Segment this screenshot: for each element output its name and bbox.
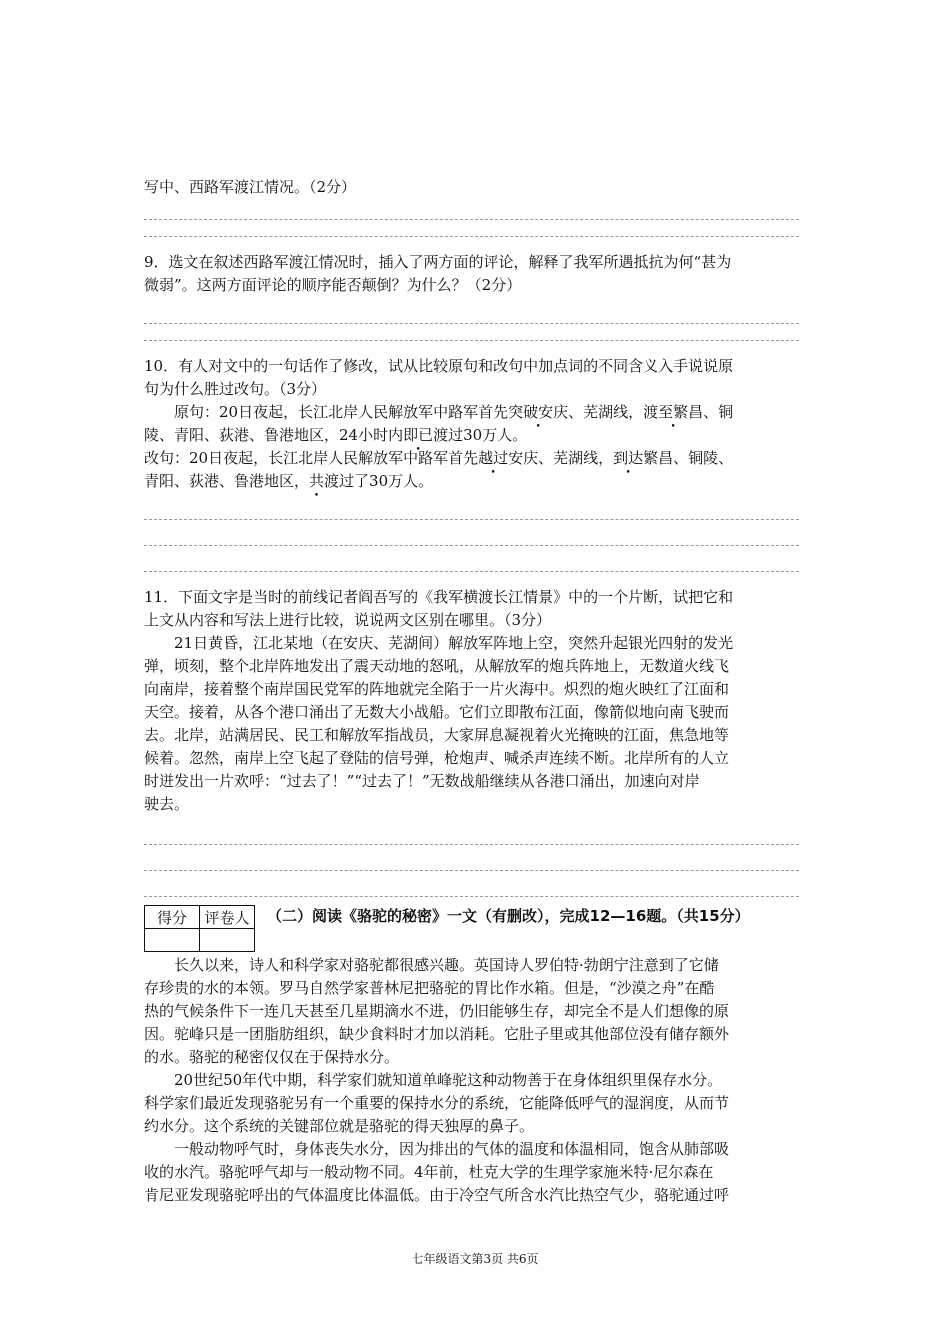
revised-sentence-cont — [144, 470, 799, 493]
q9-line: 9．选文在叙述西路军渡江情况时，插入了两方面的评论，解释了我军所遇抵抗为何“甚为 — [144, 253, 732, 271]
original-sentence-cont — [144, 424, 799, 447]
dotted-word: 共 — [309, 472, 325, 490]
score-label: 得分 — [145, 906, 200, 929]
dotted-word: 越过 — [478, 449, 509, 467]
q10-line: 句为什么胜过改句。（3分） — [144, 380, 327, 398]
text-span: 繁昌、铜 — [673, 403, 734, 421]
text-span: 青阳、荻港、鲁港地区， — [144, 472, 310, 490]
q11-line: 上文从内容和写法上进行比较，说说两文区别在哪里。（3分） — [144, 611, 552, 629]
question-9 — [144, 251, 799, 297]
answer-line[interactable] — [144, 571, 799, 572]
answer-line[interactable] — [144, 870, 799, 871]
passage — [144, 954, 799, 1207]
excerpt-line: 天空。接着，从各个港口涌出了无数大小战船。它们立即散布江面，像箭似地向南飞驶而 — [144, 703, 730, 721]
q10-line: 10．有人对文中的一句话作了修改，试从比较原句和改句中加点词的不同含义入手说说原 — [144, 357, 734, 375]
excerpt-line: 弹，顷刻，整个北岸阵地发出了震天动地的怒吼，从解放军的炮兵阵地上，无数道火线飞 — [144, 657, 730, 675]
q9-line: 微弱”。这两方面评论的顺序能否颠倒？为什么？（2分） — [144, 276, 522, 294]
dotted-word: 突破 — [508, 403, 539, 421]
answer-line[interactable] — [144, 236, 799, 237]
text-span: 渡过30万人。 — [433, 426, 528, 444]
passage-line: 收的水汽。骆驼呼气却与一般动物不同。4年前，杜克大学的生理学家施米特·尼尔森在 — [144, 1163, 714, 1181]
question-10 — [144, 355, 799, 493]
score-box — [144, 905, 255, 952]
passage-line: 20世纪50年代中期，科学家们就知道单峰驼这种动物善于在身体组织里保存水分。 — [174, 1071, 723, 1089]
passage-line: 热的气候条件下一连几天甚至几星期滴水不进，仍旧能够生存，却完全不是人们想像的原 — [144, 1002, 730, 1020]
section-2-title: （二）阅读《骆驼的秘密》一文（有删改），完成12—16题。（共15分） — [267, 907, 750, 925]
excerpt-line: 候着。忽然，南岸上空飞起了登陆的信号弹，枪炮声、喊杀声连续不断。北岸所有的人立 — [144, 749, 730, 767]
q11-line: 11．下面文字是当时的前线记者阎吾写的《我军横渡长江情景》中的一个片断，试把它和 — [144, 588, 734, 606]
dotted-word: 到达 — [613, 449, 644, 467]
passage-line: 肯尼亚发现骆驼呼出的气体温度比体温低。由于冷空气所含水汽比热空气少，骆驼通过呼 — [144, 1186, 730, 1204]
q8-tail: 写中、西路军渡江情况。（2分） — [144, 178, 357, 196]
section-2-header — [144, 905, 799, 952]
dotted-word: 渡至 — [643, 403, 674, 421]
page-footer: 七年级语文第3页 共6页 — [411, 1252, 539, 1266]
question-11 — [144, 586, 799, 816]
answer-line[interactable] — [144, 519, 799, 520]
answer-line[interactable] — [144, 219, 799, 220]
text-span: 安庆、芜湖线， — [538, 403, 644, 421]
answer-line[interactable] — [144, 545, 799, 546]
grader-label: 评卷人 — [200, 906, 255, 929]
passage-line: 的水。骆驼的秘密仅仅在于保持水分。 — [144, 1048, 400, 1066]
answer-line[interactable] — [144, 340, 799, 341]
answer-line[interactable] — [144, 844, 799, 845]
passage-line: 约水分。这个系统的关键部位就是骆驼的得天独厚的鼻子。 — [144, 1117, 535, 1135]
exam-page — [144, 176, 799, 1207]
score-cell[interactable] — [145, 929, 200, 952]
original-sentence — [144, 401, 799, 424]
text-span: 改句：20日夜起，长江北岸人民解放军中路军首先 — [144, 449, 479, 467]
revised-sentence — [144, 447, 799, 470]
excerpt-line: 时迸发出一片欢呼：“过去了！”“过去了！”无数战船继续从各港口涌出，加速向对岸 — [144, 772, 700, 790]
excerpt-line: 驶去。 — [144, 795, 190, 813]
text-span: 陵、青阳、荻港、鲁港地区，24小时内 — [144, 426, 404, 444]
grader-cell[interactable] — [200, 929, 255, 952]
passage-line: 因。驼峰只是一团脂肪组织，缺少食料时才加以消耗。它肚子里或其他部位没有储存额外 — [144, 1025, 730, 1043]
excerpt-line: 21日黄昏，江北某地（在安庆、芜湖间）解放军阵地上空，突然升起银光四射的发光 — [174, 634, 734, 652]
passage-line: 科学家们最近发现骆驼另有一个重要的保持水分的系统，它能降低呼气的湿润度，从而节 — [144, 1094, 730, 1112]
text-span: 原句：20日夜起，长江北岸人民解放军中路军首先 — [174, 403, 509, 421]
text-span: 渡过了30万人。 — [324, 472, 434, 490]
text-span: 安庆、芜湖线， — [508, 449, 614, 467]
passage-line: 长久以来，诗人和科学家对骆驼都很感兴趣。英国诗人罗伯特·勃朗宁注意到了它储 — [174, 956, 719, 974]
dotted-word: 即已 — [403, 426, 434, 444]
answer-line[interactable] — [144, 896, 799, 897]
passage-line: 存珍贵的水的本领。罗马自然学家普林尼把骆驼的胃比作水箱。但是，“沙漠之舟”在酷 — [144, 979, 715, 997]
answer-line[interactable] — [144, 323, 799, 324]
excerpt-line: 向南岸，接着整个南岸国民党军的阵地就完全陷于一片火海中。炽烈的炮火映红了江面和 — [144, 680, 730, 698]
text-span: 繁昌、铜陵、 — [643, 449, 734, 467]
excerpt-line: 去。北岸，站满居民、民工和解放军指战员，大家屏息凝视着火光掩映的江面，焦急地等 — [144, 726, 730, 744]
passage-line: 一般动物呼气时，身体丧失水分，因为排出的气体的温度和体温相同，饱含从肺部吸 — [174, 1140, 730, 1158]
